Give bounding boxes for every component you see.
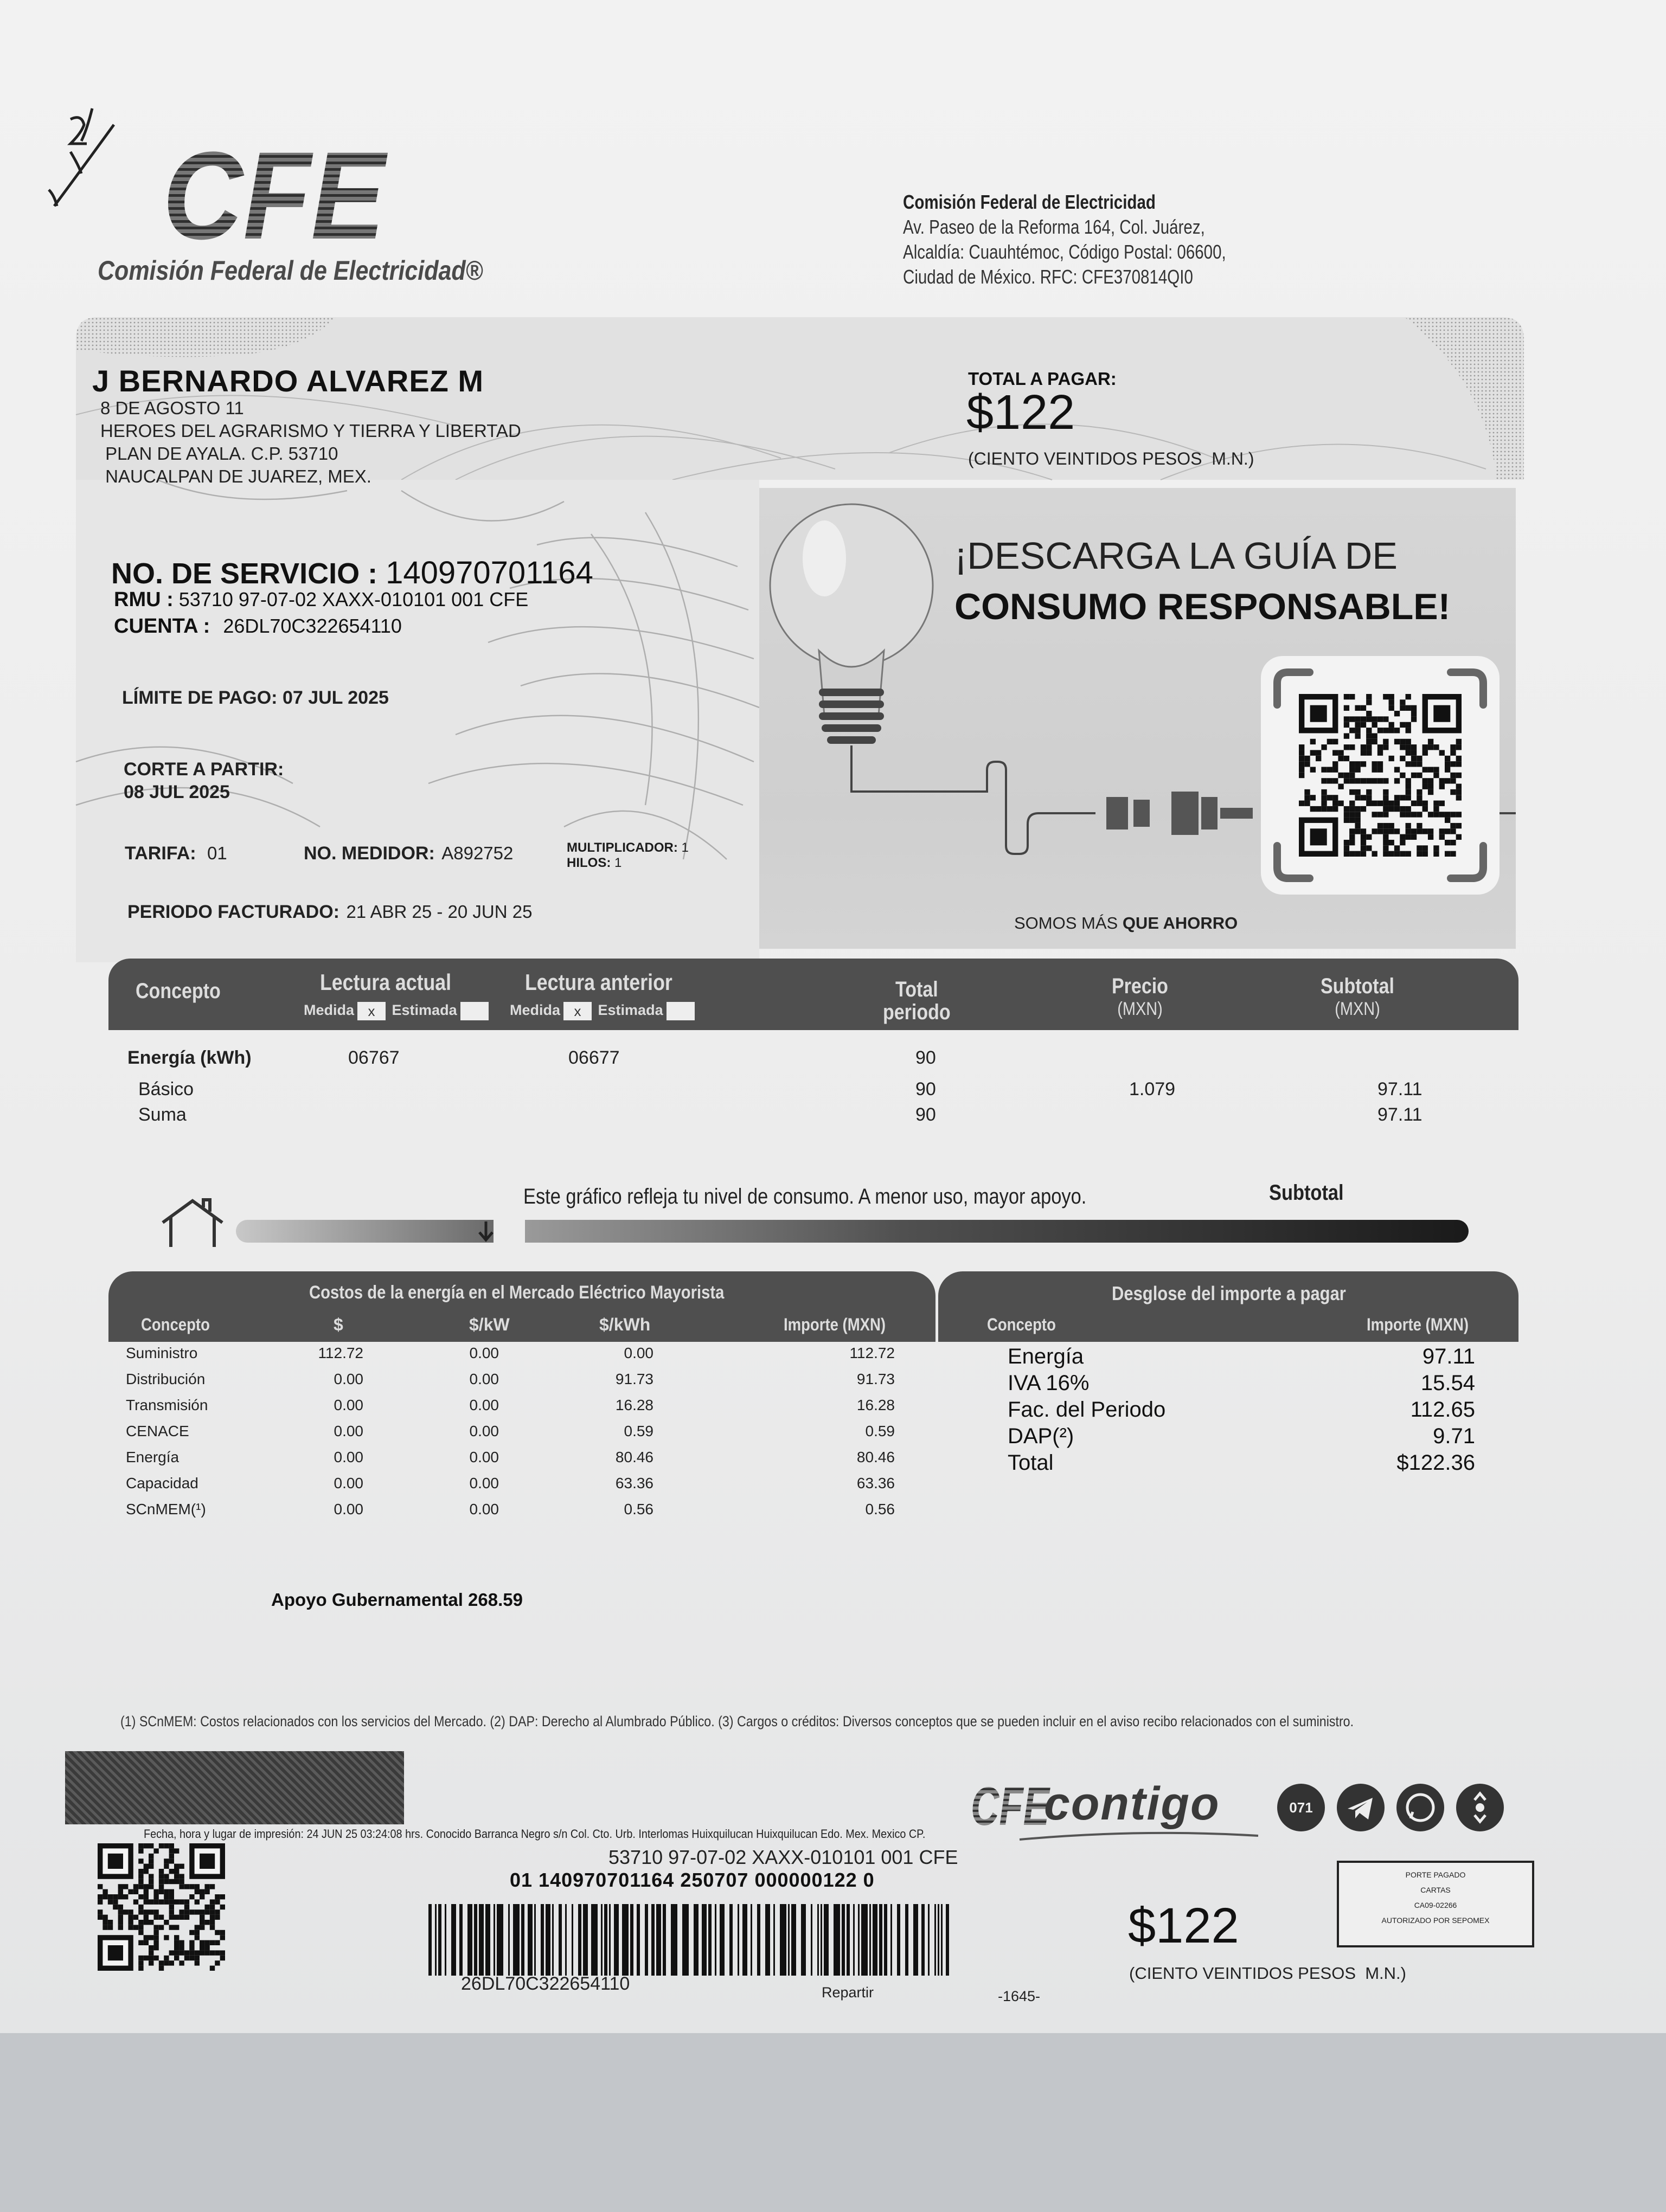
cost-value: 63.36 xyxy=(615,1475,653,1491)
col-price-unit: (MXN) xyxy=(1117,999,1163,1019)
total-amount-words: (CIENTO VEINTIDOS PESOS M.N.) xyxy=(968,449,1254,468)
costs-col-concept: Concepto xyxy=(141,1315,210,1334)
account-number: 26DL70C322654110 xyxy=(223,615,402,637)
whatsapp-icon[interactable] xyxy=(1396,1784,1444,1831)
issuer-address-line: Alcaldía: Cuauhtémoc, Código Postal: 06600, xyxy=(903,241,1226,263)
payment-limit-date: 07 JUL 2025 xyxy=(282,687,389,708)
costs-table-title: Costos de la energía en el Mercado Eléctrico Mayorista xyxy=(309,1282,725,1303)
customer-address-line: NAUCALPAN DE JUAREZ, MEX. xyxy=(100,466,371,486)
previous-estimated-label: Estimada xyxy=(598,1002,663,1019)
account-label: CUENTA : xyxy=(114,615,210,638)
cost-value: 80.46 xyxy=(615,1449,653,1465)
cost-concept: Distribución xyxy=(126,1371,206,1387)
cost-value: 0.00 xyxy=(334,1475,363,1491)
graph-subtotal-label: Subtotal xyxy=(1269,1181,1344,1205)
col-price xyxy=(1112,975,1168,1020)
payment-limit-label: LÍMITE DE PAGO: xyxy=(122,687,278,708)
breakdown-table-title: Desglose del importe a pagar xyxy=(1112,1282,1346,1304)
promo-slogan-bold: QUE AHORRO xyxy=(1122,914,1238,933)
cfe-contigo-text: contigo xyxy=(1044,1778,1220,1830)
customer-name: J BERNARDO ALVAREZ M xyxy=(92,364,484,398)
cost-value: 0.59 xyxy=(624,1423,653,1439)
contigo-underline xyxy=(1020,1831,1258,1842)
rmu-row xyxy=(114,588,528,612)
payment-barcode xyxy=(428,1904,952,1976)
reading-subtotal: 97.11 xyxy=(1377,1104,1422,1125)
payment-qr-code xyxy=(98,1843,225,1971)
cost-value: 91.73 xyxy=(615,1371,653,1387)
meter-number-label: NO. MEDIDOR: xyxy=(304,843,435,864)
customer-address-line: 8 DE AGOSTO 11 xyxy=(100,398,244,418)
footnote: (1) SCnMEM: Costos relacionados con los servicios del Mercado. (2) DAP: Derecho al Alumbrado Público. (3) Cargos o créditos: Diversos conceptos que se pueden incluir en el aviso recibo relacionados con el suministro. xyxy=(120,1713,1354,1729)
account-row xyxy=(114,615,402,638)
breakdown-concept: DAP(²) xyxy=(1008,1424,1074,1448)
promo-slogan xyxy=(1014,914,1238,933)
breakdown-concept: Energía xyxy=(1008,1345,1084,1368)
billing-period-value: 21 ABR 25 - 20 JUN 25 xyxy=(346,902,533,922)
footer-amount: $122 xyxy=(1128,1898,1239,1953)
cost-value: 0.00 xyxy=(334,1371,363,1387)
cfe-app-icon[interactable] xyxy=(1456,1784,1504,1831)
col-total-period-line1: Total xyxy=(895,978,938,1001)
payment-reference: 01 140970701164 250707 000000122 0 xyxy=(510,1869,875,1891)
cost-value: 63.36 xyxy=(856,1475,895,1491)
postage-line: CA09-02266 xyxy=(1414,1901,1457,1909)
cost-value: 16.28 xyxy=(856,1397,895,1413)
costs-col-per-kwh: $/kWh xyxy=(599,1315,651,1334)
issuer-name: Comisión Federal de Electricidad xyxy=(903,191,1156,213)
col-current-reading: Lectura actual xyxy=(320,969,452,995)
cost-concept: Suministro xyxy=(126,1345,198,1361)
current-measured-checkbox: x xyxy=(357,1002,386,1020)
meter-number xyxy=(304,843,513,864)
breakdown-amount: $122.36 xyxy=(1396,1451,1475,1475)
cost-concept: SCnMEM(¹) xyxy=(126,1501,206,1517)
customer-address-line: PLAN DE AYALA. C.P. 53710 xyxy=(100,443,338,464)
current-reading-flags xyxy=(304,1002,489,1020)
billing-period xyxy=(127,902,532,923)
contigo-cfe-text: CFE xyxy=(971,1776,1051,1837)
threads-value: 1 xyxy=(614,856,622,870)
costs-table-body xyxy=(108,1339,935,1529)
cost-value: 16.28 xyxy=(615,1397,653,1413)
payment-limit xyxy=(122,687,389,709)
barcode-number: 26DL70C322654110 xyxy=(461,1973,630,1994)
cost-value: 0.00 xyxy=(469,1371,499,1387)
issuer-address-line: Ciudad de México. RFC: CFE370814QI0 xyxy=(903,266,1193,288)
service-number-label: NO. DE SERVICIO : xyxy=(111,557,378,590)
multiplier-label: MULTIPLICADOR: xyxy=(567,840,678,855)
graph-caption: Este gráfico refleja tu nivel de consumo. A menor uso, mayor apoyo. xyxy=(523,1185,1087,1208)
rmu-value: 53710 97-07-02 XAXX-010101 001 CFE xyxy=(178,588,529,610)
total-label: TOTAL A PAGAR: xyxy=(968,369,1117,389)
reading-price: 1.079 xyxy=(1129,1079,1176,1099)
consumption-bar-right xyxy=(525,1220,1469,1243)
reading-row-concept: Básico xyxy=(138,1079,194,1099)
breakdown-col-amount: Importe (MXN) xyxy=(1367,1315,1469,1334)
cost-value: 0.00 xyxy=(334,1397,363,1413)
multiplier-block xyxy=(567,840,689,871)
reading-row-concept: Suma xyxy=(138,1104,187,1125)
cost-value: 112.72 xyxy=(849,1345,895,1361)
print-info: Fecha, hora y lugar de impresión: 24 JUN 25 03:24:08 hrs. Conocido Barranca Negro s/n Col. Cto. Urb. Interlomas Huixquilucan Huixquilucan Edo. Mex. Mexico CP. xyxy=(144,1827,926,1841)
delivery-label: Repartir xyxy=(822,1984,874,2001)
multiplier-value: 1 xyxy=(681,840,689,855)
current-estimated-checkbox xyxy=(460,1002,489,1020)
billing-period-label: PERIODO FACTURADO: xyxy=(127,902,339,922)
cost-value: 0.00 xyxy=(469,1449,499,1465)
cut-date-label: CORTE A PARTIR: xyxy=(124,759,284,780)
service-number-row xyxy=(111,555,593,591)
cost-value: 80.46 xyxy=(856,1449,895,1465)
promo-headline-bold: CONSUMO RESPONSABLE! xyxy=(954,586,1451,627)
cost-value: 0.00 xyxy=(469,1501,499,1517)
meter-number-value: A892752 xyxy=(441,843,514,863)
handwritten-mark xyxy=(38,98,125,211)
cost-value: 112.72 xyxy=(318,1345,363,1361)
breakdown-amount: 97.11 xyxy=(1422,1345,1475,1368)
breakdown-amount: 15.54 xyxy=(1420,1371,1475,1395)
reading-current: 06767 xyxy=(348,1047,400,1068)
postage-line: AUTORIZADO POR SEPOMEX xyxy=(1381,1916,1490,1925)
previous-measured-label: Medida xyxy=(510,1002,561,1019)
telegram-icon[interactable] xyxy=(1337,1784,1385,1831)
footer-rmu: 53710 97-07-02 XAXX-010101 001 CFE xyxy=(608,1846,958,1868)
cost-value: 0.56 xyxy=(624,1501,653,1517)
cost-concept: Transmisión xyxy=(126,1397,208,1413)
cost-value: 0.00 xyxy=(334,1449,363,1465)
previous-estimated-checkbox xyxy=(667,1002,695,1020)
col-price-label: Precio xyxy=(1112,974,1168,998)
tariff-label: TARIFA: xyxy=(125,843,196,864)
col-subtotal-unit: (MXN) xyxy=(1335,999,1380,1019)
issuer-address xyxy=(903,190,1226,290)
total-amount: $122 xyxy=(966,385,1075,440)
cfe-tagline: Comisión Federal de Electricidad® xyxy=(98,255,483,286)
postage-line: CARTAS xyxy=(1420,1886,1451,1894)
cut-date xyxy=(124,758,284,803)
cost-concept: Energía xyxy=(126,1449,180,1465)
reading-previous: 06677 xyxy=(568,1047,620,1068)
cfe-logo xyxy=(163,126,390,265)
cost-value: 0.59 xyxy=(865,1423,895,1439)
costs-col-dollars: $ xyxy=(334,1315,343,1334)
cfe-contigo-logo xyxy=(971,1777,1052,1837)
previous-measured-checkbox: x xyxy=(563,1002,592,1020)
reading-total: 90 xyxy=(915,1104,936,1125)
costs-col-amount: Importe (MXN) xyxy=(784,1315,886,1334)
folio: -1645- xyxy=(998,1988,1041,2004)
cost-value: 0.00 xyxy=(334,1501,363,1517)
cost-value: 0.56 xyxy=(865,1501,895,1517)
service-number: 140970701164 xyxy=(386,555,593,590)
cfe-logo-text: CFE xyxy=(163,126,388,265)
breakdown-amount: 112.65 xyxy=(1410,1398,1475,1422)
promo-qr-code xyxy=(1261,656,1500,895)
costs-col-per-kw: $/kW xyxy=(469,1315,510,1334)
consumption-bar-left xyxy=(236,1220,494,1243)
col-concepto: Concepto xyxy=(136,979,221,1003)
footer-amount-words: (CIENTO VEINTIDOS PESOS M.N.) xyxy=(1129,1964,1406,1983)
reading-total: 90 xyxy=(915,1079,936,1099)
col-subtotal-label: Subtotal xyxy=(1321,974,1394,998)
breakdown-concept: Fac. del Periodo xyxy=(1008,1398,1166,1422)
current-estimated-label: Estimada xyxy=(392,1002,457,1019)
previous-reading-flags xyxy=(510,1002,695,1020)
cost-value: 0.00 xyxy=(334,1423,363,1439)
government-support: Apoyo Gubernamental 268.59 xyxy=(271,1590,523,1610)
cut-date-value: 08 JUL 2025 xyxy=(124,782,230,802)
postage-paid-stamp xyxy=(1337,1861,1534,1947)
breakdown-concept: IVA 16% xyxy=(1008,1371,1090,1395)
breakdown-amount: 9.71 xyxy=(1433,1424,1475,1448)
breakdown-table-header xyxy=(938,1271,1518,1342)
customer-address-line: HEROES DEL AGRARISMO Y TIERRA Y LIBERTAD xyxy=(100,421,521,441)
redacted-block xyxy=(65,1751,404,1824)
tariff xyxy=(125,843,227,864)
cost-value: 0.00 xyxy=(469,1345,499,1361)
promo-slogan-light: SOMOS MÁS xyxy=(1014,914,1123,933)
cost-value: 0.00 xyxy=(469,1475,499,1491)
tariff-value: 01 xyxy=(207,843,227,863)
reading-total: 90 xyxy=(915,1047,936,1068)
promo-qr-card xyxy=(1261,656,1500,895)
phone-071-icon[interactable]: 071 xyxy=(1277,1784,1325,1831)
cost-value: 91.73 xyxy=(856,1371,895,1387)
cost-value: 0.00 xyxy=(624,1345,653,1361)
cost-concept: Capacidad xyxy=(126,1475,198,1491)
house-icon xyxy=(157,1195,228,1250)
promo-headline: ¡DESCARGA LA GUÍA DE xyxy=(954,535,1398,577)
consumption-marker-arrow-icon xyxy=(470,1217,502,1246)
issuer-address-line: Av. Paseo de la Reforma 164, Col. Juárez, xyxy=(903,216,1205,238)
promo-banner xyxy=(759,488,1516,949)
costs-table-header xyxy=(108,1271,935,1342)
cost-concept: CENACE xyxy=(126,1423,189,1439)
col-total-period xyxy=(883,978,951,1024)
threads-label: HILOS: xyxy=(567,856,611,870)
reading-row-concept: Energía (kWh) xyxy=(127,1047,252,1068)
security-pattern-left xyxy=(76,480,759,962)
customer-address xyxy=(100,397,521,488)
breakdown-concept: Total xyxy=(1008,1451,1054,1475)
background-surface xyxy=(0,2033,1666,2212)
breakdown-table-body xyxy=(938,1345,1518,1491)
cost-value: 0.00 xyxy=(469,1397,499,1413)
postage-line: PORTE PAGADO xyxy=(1405,1870,1466,1879)
reading-subtotal: 97.11 xyxy=(1377,1079,1422,1099)
col-total-period-line2: periodo xyxy=(883,1000,951,1024)
col-previous-reading: Lectura anterior xyxy=(525,969,672,995)
rmu-label: RMU : xyxy=(114,588,174,611)
reading-table-header xyxy=(108,959,1518,1030)
breakdown-col-concept: Concepto xyxy=(987,1315,1056,1334)
cost-value: 0.00 xyxy=(469,1423,499,1439)
col-subtotal xyxy=(1321,975,1394,1020)
current-measured-label: Medida xyxy=(304,1002,355,1019)
